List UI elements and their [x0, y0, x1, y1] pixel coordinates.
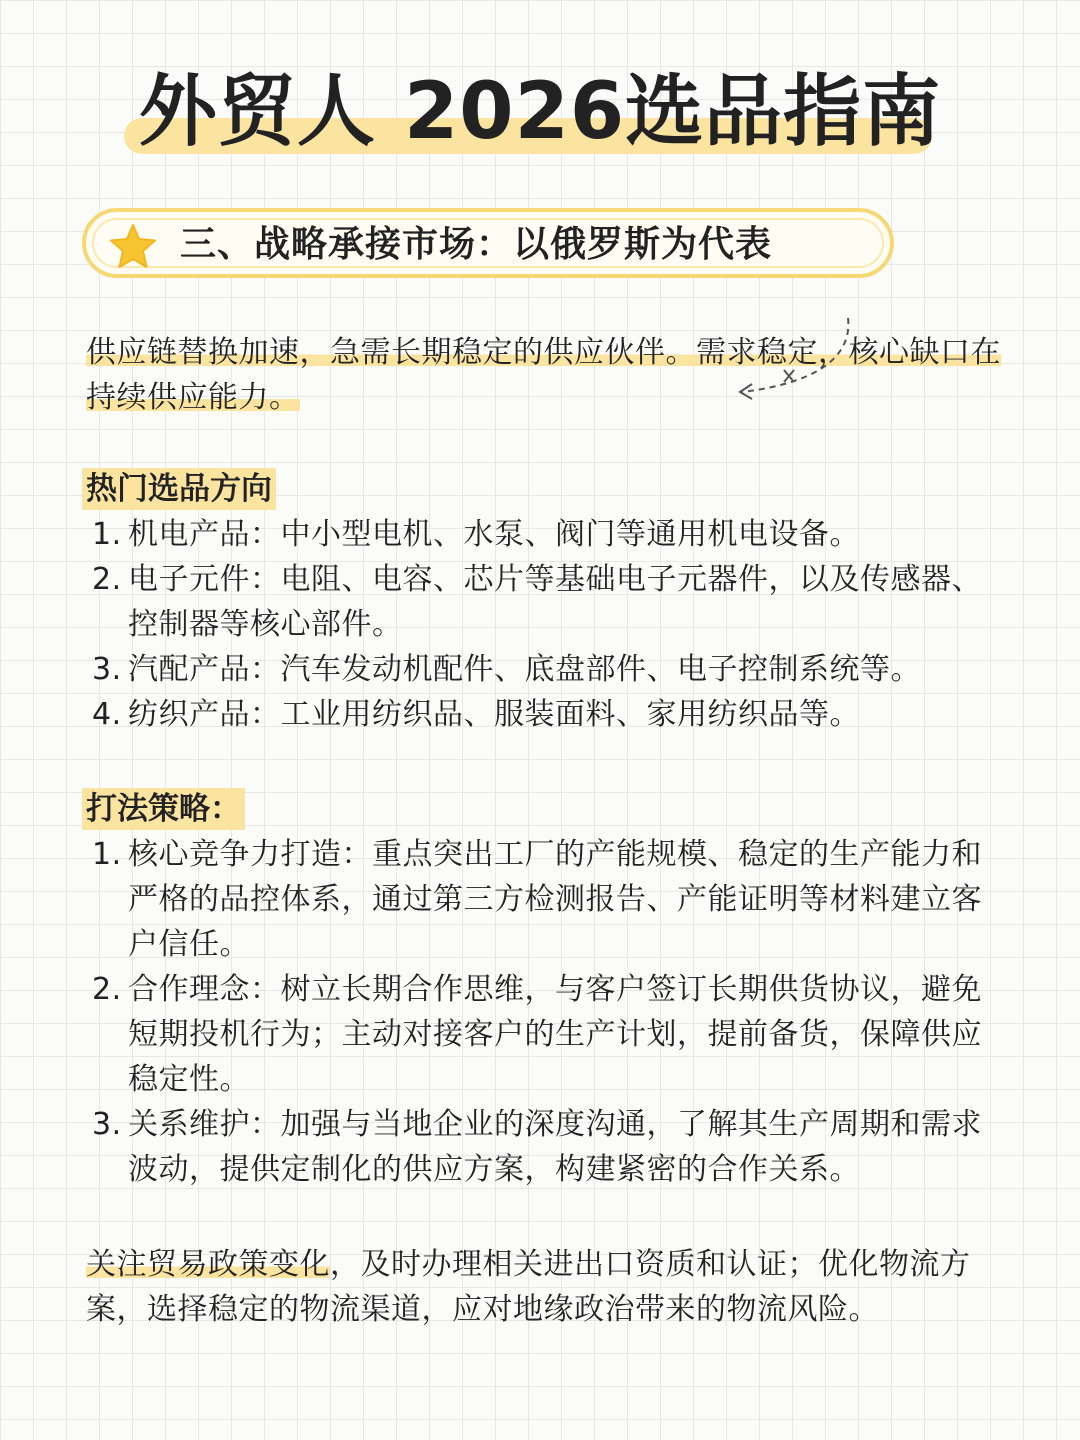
list-item: [92, 1102, 1002, 1192]
hot-products-heading: 热门选品方向: [82, 468, 276, 510]
page-title: 外贸人 2026选品指南: [138, 67, 942, 157]
list-item: [92, 692, 1002, 737]
title-wrapper: [0, 62, 1080, 162]
list-item-number: 4.: [92, 697, 122, 732]
intro-paragraph: [86, 330, 1006, 420]
list-item-text: 合作理念：树立长期合作思维，与客户签订长期供货协议，避免短期投机行为；主动对接客户的生产计划，提前备货，保障供应稳定性。: [128, 972, 982, 1097]
list-item: [92, 557, 1002, 647]
outro-rest-text: ，及时办理相关进出口资质和认证；优化物流方案，选择稳定的物流渠道，应对地缘政治带来的物流风险。: [86, 1247, 971, 1327]
hot-products-list: [92, 512, 1002, 737]
strategy-list: [92, 832, 1002, 1192]
list-item-number: 2.: [92, 972, 122, 1007]
list-item: [92, 647, 1002, 692]
section-banner: [82, 208, 894, 278]
list-item-number: 2.: [92, 562, 122, 597]
outro-highlighted-text: 关注贸易政策变化: [86, 1247, 330, 1282]
list-item-text: 纺织产品：工业用纺织品、服装面料、家用纺织品等。: [128, 697, 860, 732]
intro-highlighted-text: 供应链替换加速，急需长期稳定的供应伙伴。需求稳定，核心缺口在持续供应能力。: [86, 335, 1001, 415]
list-item-number: 1.: [92, 837, 122, 872]
list-item-number: 3.: [92, 1107, 122, 1142]
section-title: 三、战略承接市场：以俄罗斯为代表: [180, 224, 773, 265]
list-item-text: 核心竞争力打造：重点突出工厂的产能规模、稳定的生产能力和严格的品控体系，通过第三方检测报告、产能证明等材料建立客户信任。: [128, 837, 982, 962]
list-item: [92, 832, 1002, 967]
list-item-number: 1.: [92, 517, 122, 552]
outro-paragraph: [86, 1242, 1006, 1332]
list-item: [92, 512, 1002, 557]
star-icon: [108, 222, 158, 270]
list-item-text: 电子元件：电阻、电容、芯片等基础电子元器件，以及传感器、控制器等核心部件。: [128, 562, 982, 642]
list-item: [92, 967, 1002, 1102]
strategy-heading: 打法策略：: [82, 788, 245, 830]
list-item-text: 机电产品：中小型电机、水泵、阀门等通用机电设备。: [128, 517, 860, 552]
list-item-text: 关系维护：加强与当地企业的深度沟通，了解其生产周期和需求波动，提供定制化的供应方案，构建紧密的合作关系。: [128, 1107, 982, 1187]
list-item-number: 3.: [92, 652, 122, 687]
dashed-arrow-icon: [730, 312, 860, 402]
list-item-text: 汽配产品：汽车发动机配件、底盘部件、电子控制系统等。: [128, 652, 921, 687]
